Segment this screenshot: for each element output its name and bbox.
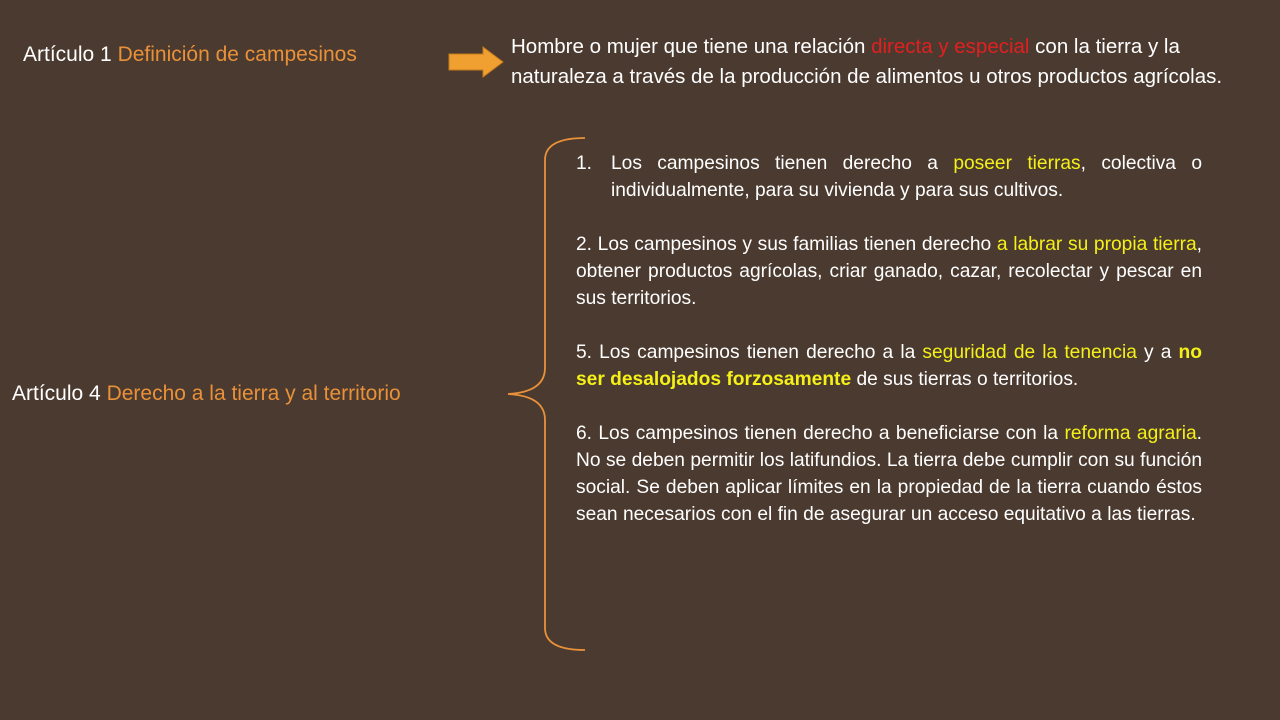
article4-items bbox=[576, 150, 1202, 528]
item6-highlight: reforma agraria bbox=[1064, 423, 1197, 444]
article4-label-prefix: Artículo 4 bbox=[12, 382, 101, 405]
item1-text-1: Los campesinos tienen derecho a bbox=[611, 153, 954, 174]
definition-highlight: directa y especial bbox=[871, 35, 1030, 58]
article4-item-2 bbox=[576, 231, 1202, 312]
item2-text-1: 2. Los campesinos y sus familias tienen derecho bbox=[576, 234, 997, 255]
article1-label-prefix: Artículo 1 bbox=[23, 43, 112, 66]
definition-text-1: Hombre o mujer que tiene una relación bbox=[511, 35, 872, 58]
item5-bold-highlight: no ser desalojados forzosamente bbox=[576, 342, 1202, 390]
article4-label-title: Derecho a la tierra y al territorio bbox=[106, 382, 401, 405]
item1-text-2: , colectiva o individualmente, para su vivienda y para sus cultivos. bbox=[611, 153, 1202, 201]
item2-highlight: a labrar su propia tierra bbox=[996, 234, 1197, 255]
article4-item-5 bbox=[576, 339, 1202, 393]
article4-label bbox=[12, 382, 401, 406]
item1-highlight: poseer tierras bbox=[953, 153, 1081, 174]
right-arrow-icon bbox=[449, 47, 503, 77]
item-number: 1. bbox=[576, 153, 593, 174]
item5-text-2: y a bbox=[1136, 342, 1179, 363]
article4-item-6 bbox=[576, 420, 1202, 528]
item-text bbox=[611, 150, 1202, 204]
item2-text-2: , obtener productos agrícolas, criar ganado, cazar, recolectar y pescar en sus territorios. bbox=[576, 234, 1203, 309]
article1-label-title: Definición de campesinos bbox=[117, 43, 357, 66]
definition-text-2: con la tierra y la naturaleza a través de la producción de alimentos u otros productos agrícolas. bbox=[511, 35, 1223, 88]
article4-item-1 bbox=[576, 150, 1202, 204]
item6-text-1: 6. Los campesinos tienen derecho a beneficiarse con la bbox=[576, 423, 1065, 444]
item6-text-2: . No se deben permitir los latifundios. La tierra debe cumplir con su función social. Se deben aplicar límites en la propiedad de la tierra cuando éstos sean necesarios con el fin de asegurar un acceso equitativo a las tierras. bbox=[576, 423, 1203, 525]
item5-text-3: de sus tierras o territorios. bbox=[851, 369, 1079, 390]
article1-definition bbox=[511, 32, 1256, 92]
curly-brace-icon bbox=[508, 138, 585, 650]
item5-text-1: 5. Los campesinos tienen derecho a la bbox=[576, 342, 923, 363]
item5-highlight: seguridad de la tenencia bbox=[922, 342, 1137, 363]
